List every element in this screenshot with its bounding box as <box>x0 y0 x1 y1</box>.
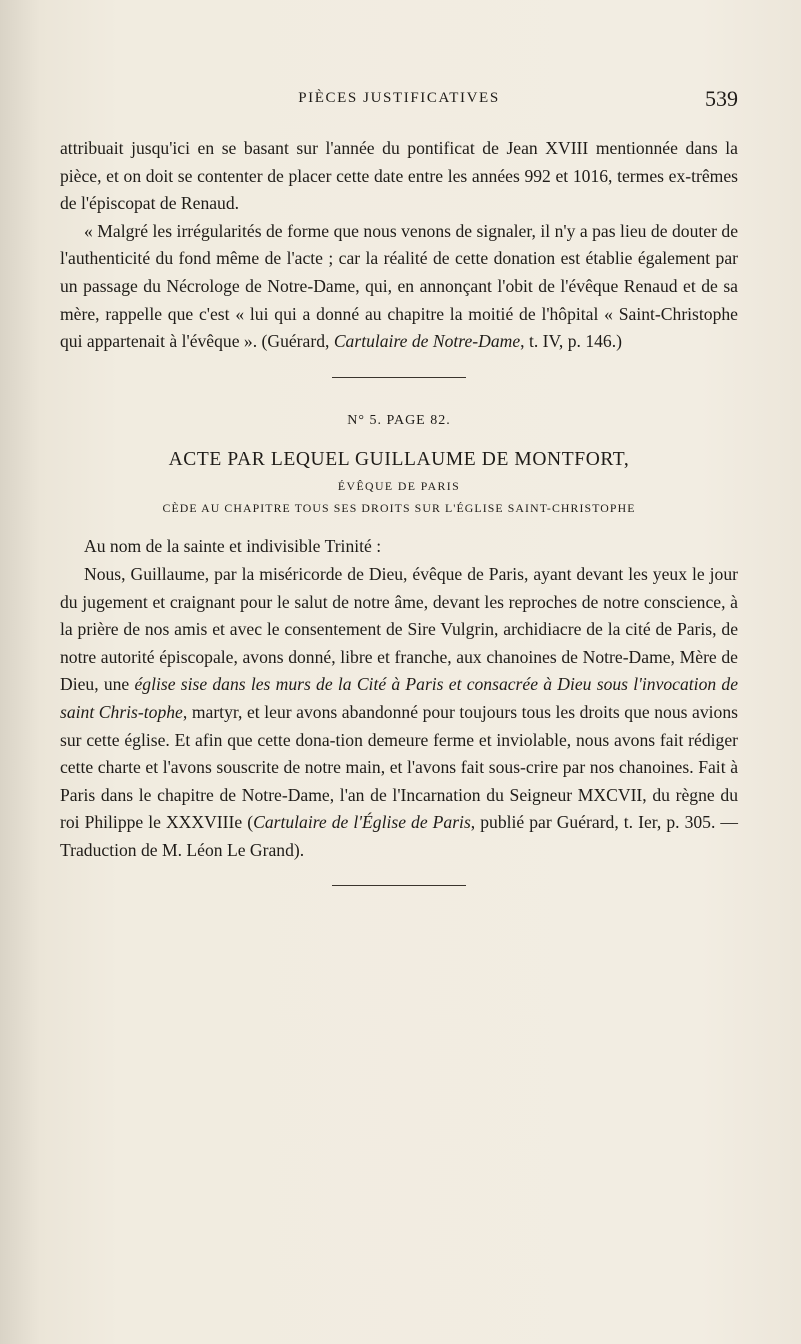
paragraph-authenticity <box>60 218 738 356</box>
charter-text-3: , publié par Guérard, t. Ier, p. 305. — Traduction de M. Léon Le Grand). <box>60 812 738 860</box>
document-number: N° 5. PAGE 82. <box>347 412 451 428</box>
citation-reference: , t. IV, p. 146.) <box>520 331 622 352</box>
charter-text-1: Nous, Guillaume, par la miséricorde de Dieu, évêque de Paris, ayant devant les yeux le jour du jugement et craignant pour le salut de notre âme, devant les reproches de notre conscience, à la prière de nos amis et avec le consentement de Sire Vulgrin, archidiacre de la cité de Paris, de notre autorité épiscopale, avons donné, libre et franche, aux chanoines de Notre-Dame, Mère de Dieu, une <box>60 563 738 695</box>
document-summary: CÈDE AU CHAPITRE TOUS SES DROITS SUR L'ÉGLISE SAINT-CHRISTOPHE <box>162 501 636 516</box>
paragraph-charter <box>60 561 738 865</box>
body-text <box>60 135 738 886</box>
charter-italic-church: église sise dans les murs de la Cité à Paris et consacrée à Dieu sous l'invocation de saint Chris-tophe <box>60 674 738 722</box>
paragraph-invocation: Au nom de la sainte et indivisible Trinité : <box>84 536 382 557</box>
citation-cartulaire-notre-dame: Cartulaire de Notre-Dame <box>333 331 521 352</box>
page-number: 539 <box>705 86 738 111</box>
page-header <box>60 86 738 122</box>
charter-italic-cartulaire: Cartulaire de l'Église de Paris <box>253 812 471 833</box>
paragraph-intro-continuation: attribuait jusqu'ici en se basant sur l'année du pontificat de Jean XVIII mentionnée dans la pièce, et on doit se contenter de placer cette date entre les années 992 et 1016, termes ex-trêmes de l'épiscopat de Renaud. <box>60 138 738 214</box>
document-subtitle: ÉVÊQUE DE PARIS <box>337 479 461 494</box>
charter-text-2: , martyr, et leur avons abandonné pour toujours tous les droits que nous avions sur cette église. Et afin que cette dona-tion demeure ferme et inviolable, nous avons fait rédiger cette charte et l'avons souscrite de notre main, et l'avons fait sous-crire par nos chanoines. Fait à Paris dans le chapitre de Notre-Dame, l'an de l'Incarnation du Seigneur MXCVII, du règne du roi Philippe le XXXVIIIe ( <box>60 701 738 833</box>
document-title: ACTE PAR LEQUEL GUILLAUME DE MONTFORT, <box>168 449 630 471</box>
authenticity-text: « Malgré les irrégularités de forme que nous venons de signaler, il n'y a pas lieu de douter de l'authenticité du fond même de l'acte ; car la réalité de cette donation est établie également par un passage du Nécrologe de Notre-Dame, qui, en annonçant l'obit de l'évêque Renaud et de sa mère, rappelle que c'est « lui qui a donné au chapitre la moitié de l'hôpital « Saint-Christophe qui appartenait à l'évêque ». (Guérard, <box>60 220 738 352</box>
closing-rule <box>332 885 466 886</box>
separator-rule <box>332 377 466 378</box>
running-head: PIÈCES JUSTIFICATIVES <box>298 90 500 106</box>
